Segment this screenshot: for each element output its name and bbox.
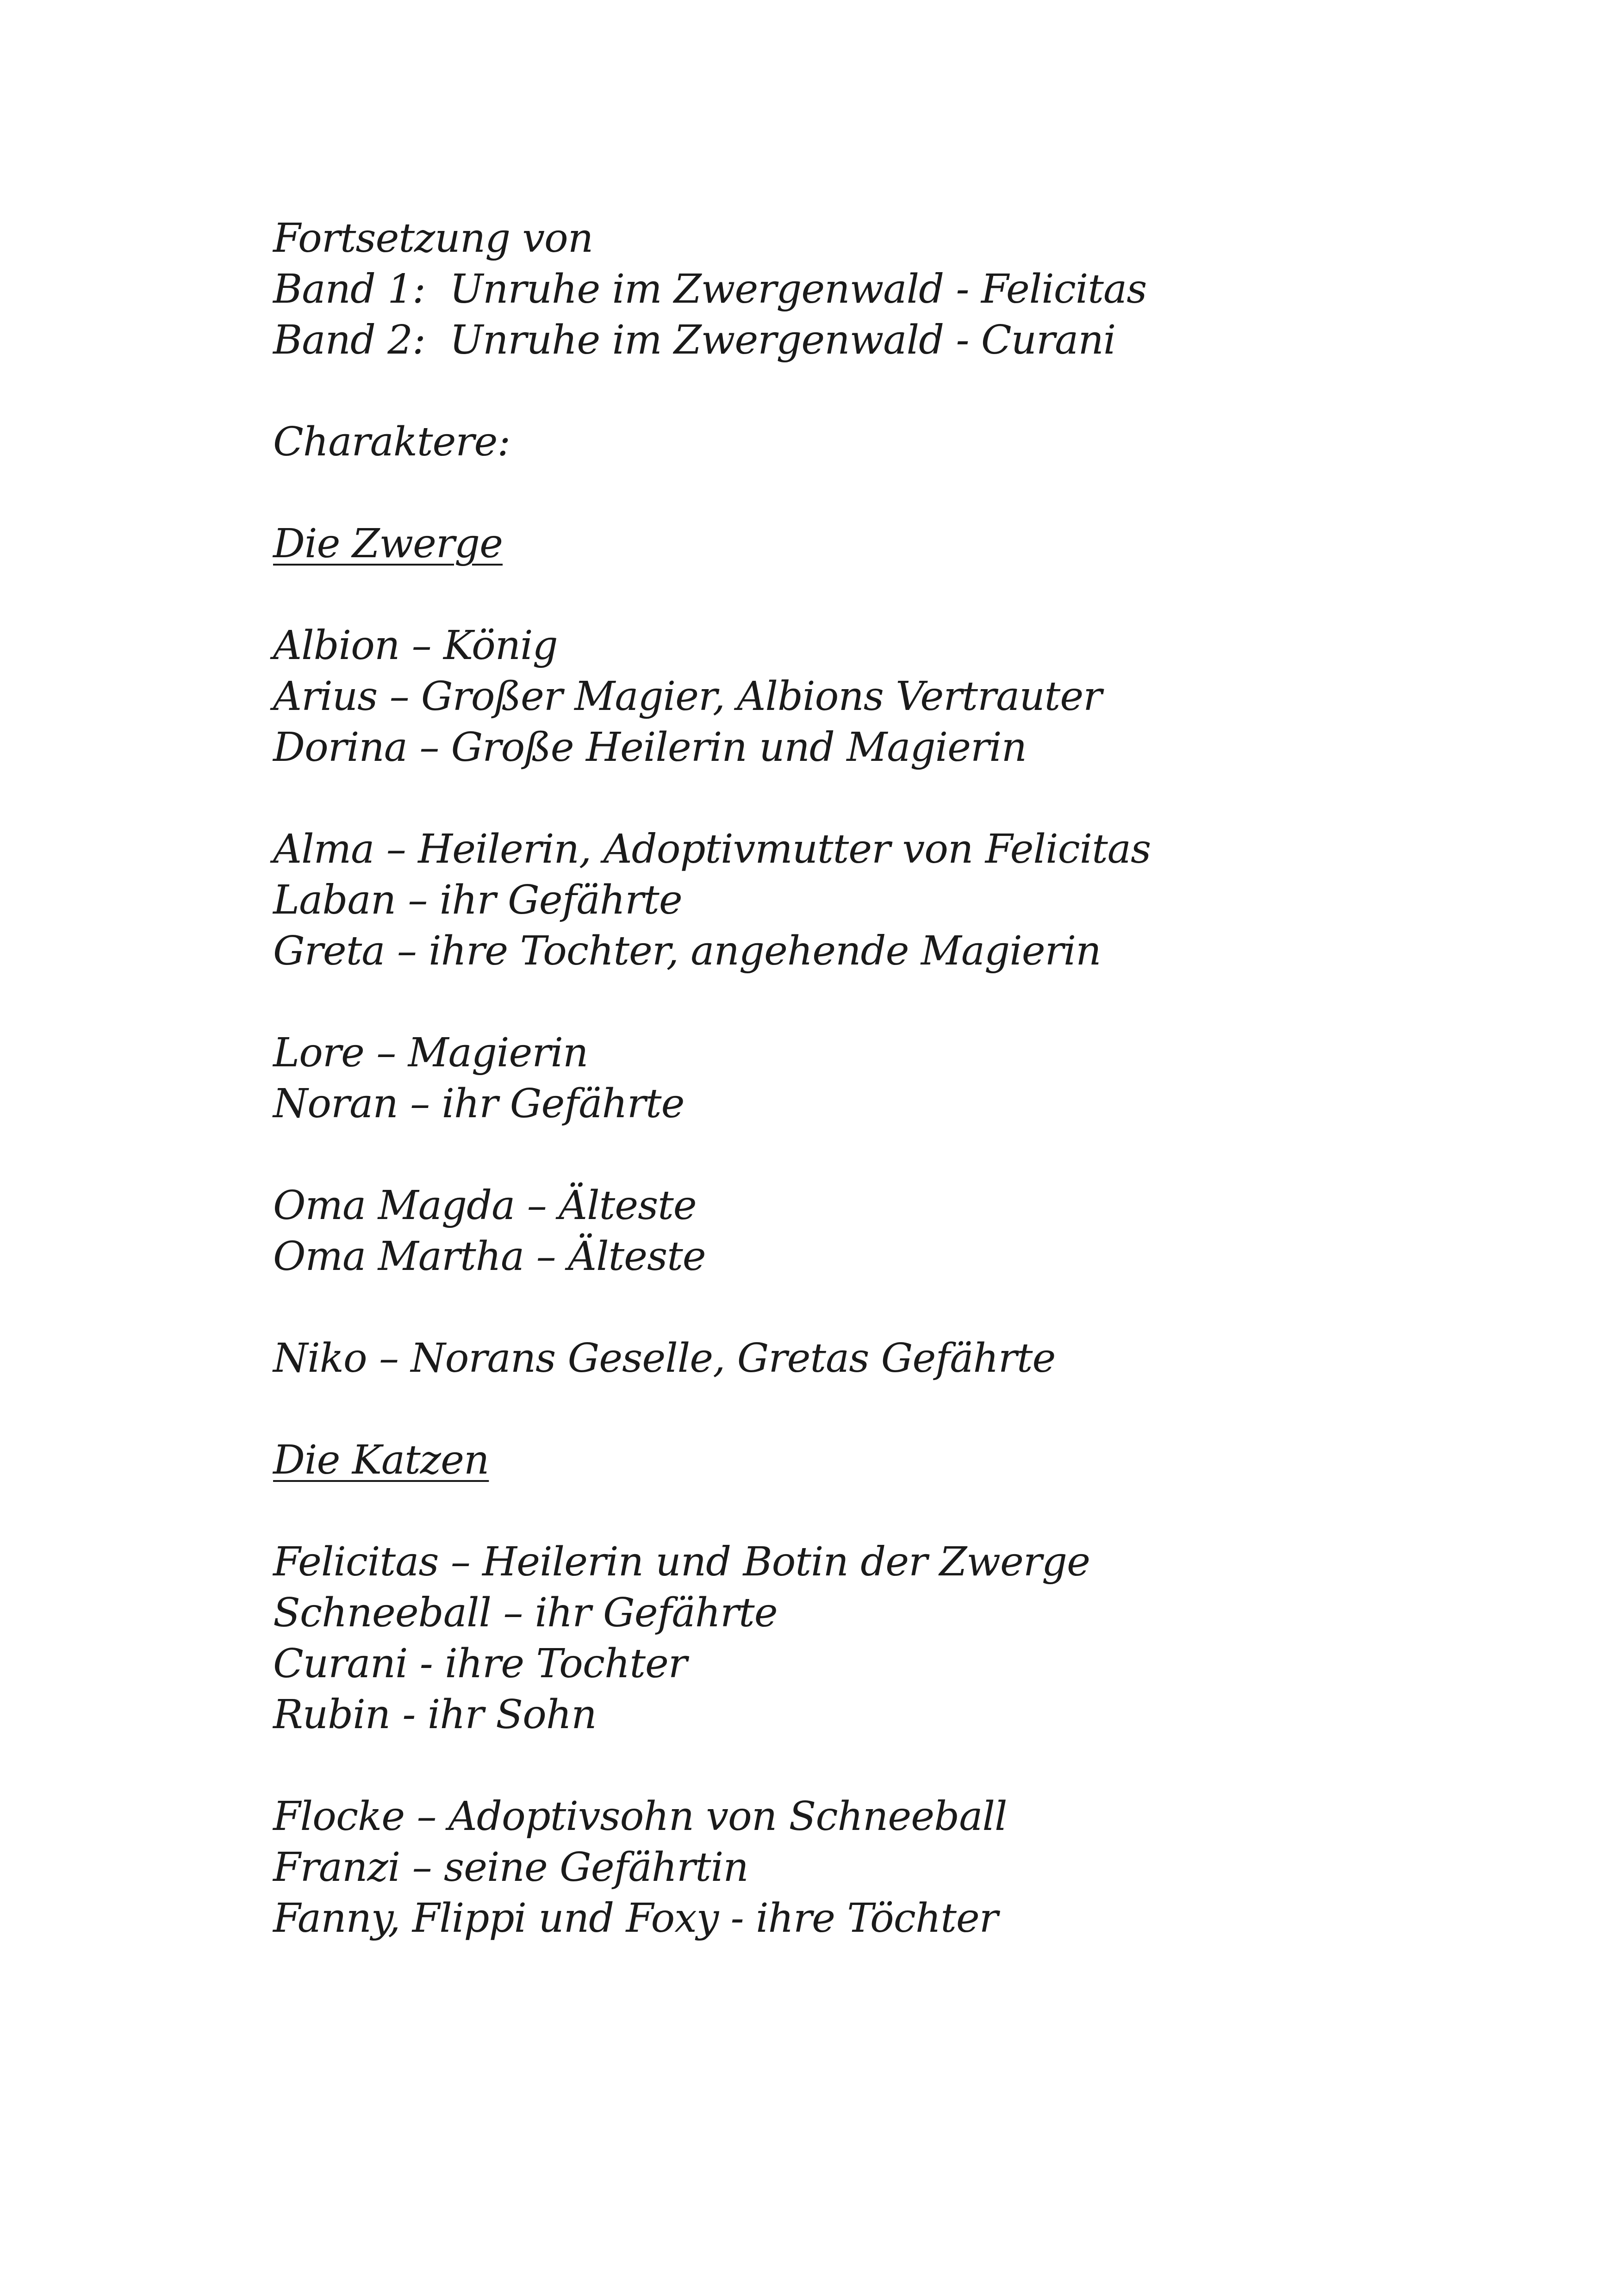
intro-line: Band 1: Unruhe im Zwergenwald - Felicitas xyxy=(273,266,1147,312)
spacer xyxy=(273,1740,1476,1791)
character-entry: Franzi – seine Gefährtin xyxy=(273,1844,748,1891)
character-entry: Oma Martha – Älteste xyxy=(273,1233,706,1280)
intro-line: Band 2: Unruhe im Zwergenwald - Curani xyxy=(273,317,1116,363)
spacer xyxy=(273,977,1476,1027)
spacer xyxy=(273,366,1476,417)
section-heading-dwarves: Die Zwerge xyxy=(273,521,503,567)
character-entry: Noran – ihr Gefährte xyxy=(273,1081,685,1127)
character-entry: Alma – Heilerin, Adoptivmutter von Felicitas xyxy=(273,826,1151,872)
spacer xyxy=(273,1129,1476,1180)
characters-label: Charaktere: xyxy=(273,419,510,465)
character-entry: Curani - ihre Tochter xyxy=(273,1641,687,1687)
spacer xyxy=(273,467,1476,518)
character-entry: Niko – Norans Geselle, Gretas Gefährte xyxy=(273,1335,1056,1381)
section-heading-cats: Die Katzen xyxy=(273,1437,489,1483)
intro-line: Fortsetzung von xyxy=(273,215,593,261)
spacer xyxy=(273,773,1476,824)
character-entry: Arius – Großer Magier, Albions Vertrauter xyxy=(273,673,1102,720)
spacer xyxy=(273,1282,1476,1333)
character-entry: Felicitas – Heilerin und Botin der Zwerge xyxy=(273,1539,1090,1585)
spacer xyxy=(273,1486,1476,1537)
spacer xyxy=(273,1384,1476,1435)
character-entry: Rubin - ihr Sohn xyxy=(273,1692,597,1738)
character-entry: Lore – Magierin xyxy=(273,1030,588,1076)
spacer xyxy=(273,569,1476,620)
character-entry: Flocke – Adoptivsohn von Schneeball xyxy=(273,1793,1007,1840)
character-entry: Fanny, Flippi und Foxy - ihre Töchter xyxy=(273,1895,998,1941)
document-body xyxy=(273,213,1476,1944)
character-entry: Dorina – Große Heilerin und Magierin xyxy=(273,724,1027,771)
character-entry: Schneeball – ihr Gefährte xyxy=(273,1590,778,1636)
character-entry: Laban – ihr Gefährte xyxy=(273,877,682,923)
character-entry: Albion – König xyxy=(273,622,558,669)
character-entry: Oma Magda – Älteste xyxy=(273,1182,697,1229)
character-entry: Greta – ihre Tochter, angehende Magierin xyxy=(273,928,1101,974)
